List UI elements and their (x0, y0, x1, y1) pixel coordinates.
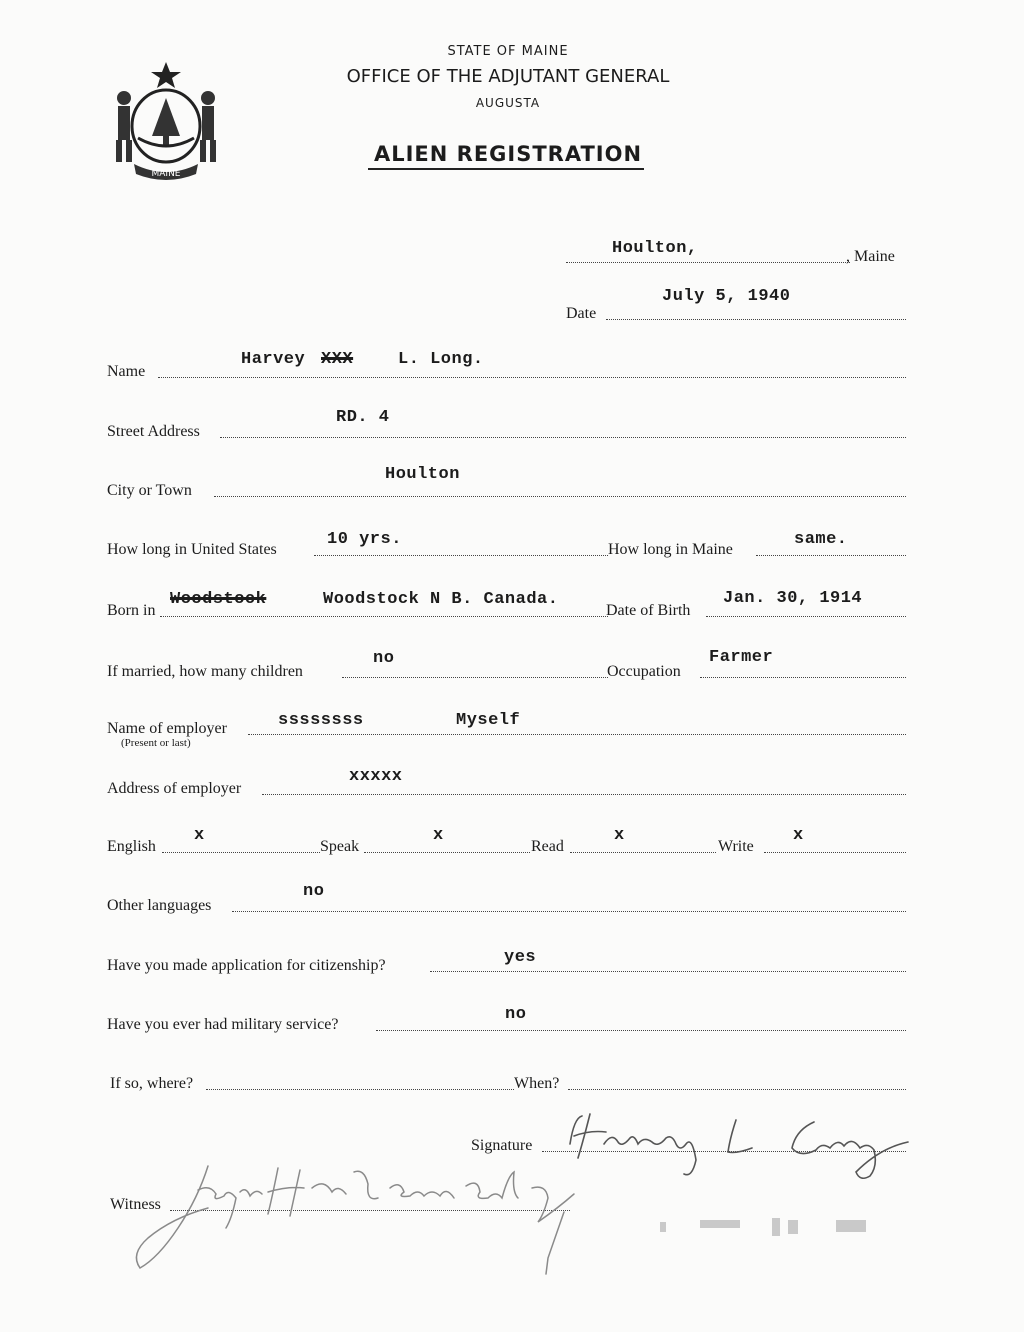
read-line (570, 852, 716, 853)
us-line (314, 555, 608, 556)
write-value: x (793, 826, 804, 845)
dob-value: Jan. 30, 1914 (723, 589, 863, 608)
maine-label: How long in Maine (608, 541, 733, 558)
other-lang-value: no (303, 882, 325, 901)
city-line (214, 496, 906, 497)
street-line (220, 437, 906, 438)
date-value: July 5, 1940 (662, 287, 791, 306)
english-label: English (107, 838, 156, 855)
speak-label: Speak (320, 838, 360, 855)
children-value: no (373, 649, 395, 668)
place-value: Houlton, (612, 239, 698, 258)
date-label: Date (566, 305, 597, 322)
employer-value: Myself (456, 711, 521, 730)
city-value: Houlton (385, 465, 460, 484)
name-value-rest: L. Long. (398, 350, 484, 369)
maine-value: same. (794, 530, 848, 549)
write-label: Write (718, 838, 754, 855)
other-lang-label: Other languages (107, 897, 212, 914)
dob-label: Date of Birth (606, 602, 691, 619)
street-value: RD. 4 (336, 408, 390, 427)
read-label: Read (531, 838, 564, 855)
emp-addr-label: Address of employer (107, 780, 242, 797)
where-label: If so, where? (110, 1075, 194, 1092)
where-line (206, 1089, 514, 1090)
occupation-label: Occupation (607, 663, 681, 680)
witness-signature (128, 1158, 608, 1278)
military-label: Have you ever had military service? (107, 1016, 339, 1033)
street-label: Street Address (107, 423, 200, 440)
born-struck: Woodstock (170, 590, 267, 609)
us-value: 10 yrs. (327, 530, 402, 549)
other-lang-line (232, 911, 906, 912)
employer-line (248, 734, 906, 735)
us-label: How long in United States (107, 541, 277, 558)
name-label: Name (107, 363, 146, 380)
office-heading: OFFICE OF THE ADJUTANT GENERAL (346, 66, 670, 87)
english-value: x (194, 826, 205, 845)
svg-text:MAINE: MAINE (151, 169, 181, 179)
date-line (606, 319, 906, 320)
military-line (376, 1030, 906, 1031)
children-label: If married, how many children (107, 663, 303, 680)
witness-label: Witness (110, 1196, 161, 1213)
citizenship-line (430, 971, 906, 972)
born-value: Woodstock N B. Canada. (323, 590, 559, 609)
place-suffix: , Maine (846, 248, 895, 265)
dob-line (706, 616, 906, 617)
form-title: ALIEN REGISTRATION (373, 142, 643, 166)
occupation-value: Farmer (709, 648, 774, 667)
speak-line (364, 852, 530, 853)
name-value-first: Harvey (241, 350, 306, 369)
born-label: Born in (107, 602, 156, 619)
english-line (162, 852, 320, 853)
born-line (160, 616, 608, 617)
employer-struck: ssssssss (278, 711, 364, 730)
name-line (158, 377, 906, 378)
title-underline (368, 168, 644, 170)
when-label: When? (514, 1075, 560, 1092)
emp-addr-value: xxxxx (349, 767, 403, 786)
signature-label: Signature (471, 1137, 533, 1154)
employer-label: Name of employer (107, 720, 227, 737)
employer-sublabel: (Present or last) (121, 737, 191, 749)
citizenship-value: yes (504, 948, 537, 967)
name-value-struck: XXX (321, 350, 354, 369)
children-line (342, 677, 608, 678)
state-heading: STATE OF MAINE (447, 44, 569, 59)
citizenship-label: Have you made application for citizenship? (107, 957, 386, 974)
read-value: x (614, 826, 625, 845)
speak-value: x (433, 826, 444, 845)
emp-addr-line (262, 794, 906, 795)
place-line (566, 262, 850, 263)
occupation-line (700, 677, 906, 678)
maine-line (756, 555, 906, 556)
city-heading: AUGUSTA (475, 96, 541, 110)
faint-received-stamp (660, 1214, 880, 1240)
military-value: no (505, 1005, 527, 1024)
write-line (764, 852, 906, 853)
applicant-signature (560, 1108, 920, 1188)
when-line (568, 1089, 906, 1090)
city-label: City or Town (107, 482, 192, 499)
